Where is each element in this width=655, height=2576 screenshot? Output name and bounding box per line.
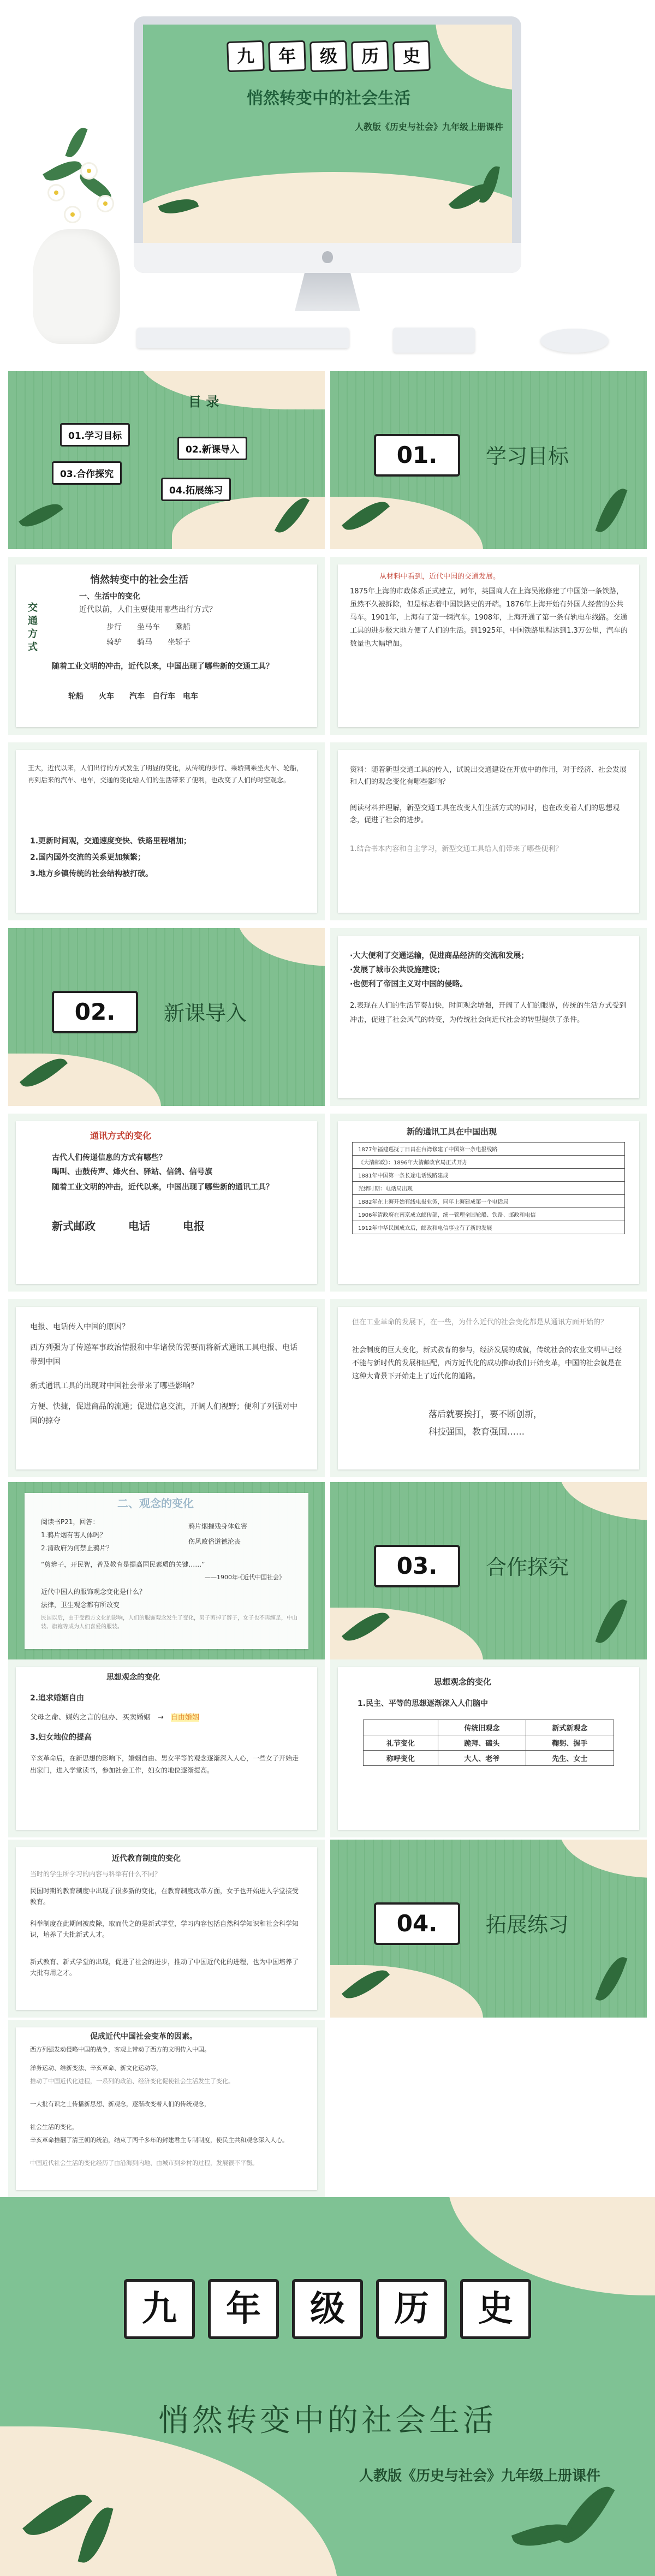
answer-text: 2.表现在人们的生活节奏加快，时间观念增强，开阔了人们的眼界，传统的生活方式受到冲击，促进了社会风气的转变，为传统社会向近代社会的转型提供了条件。 xyxy=(350,1002,627,1024)
timeline-row: 光绪时期：电话局出现 xyxy=(353,1182,625,1195)
question-text: 近代以前，人们主要使用哪些出行方式？ xyxy=(79,605,217,614)
question-text: 随着工业文明的冲击，近代以来，中国出现了哪些新的交通工具？ xyxy=(52,662,273,671)
slide-section-03 xyxy=(330,1482,647,1660)
slide-subtitle: 3.妇女地位的提高 xyxy=(30,1733,92,1742)
summary-item: 3.地方乡镇传统的社会结构被打破。 xyxy=(30,870,153,878)
table-header: 传统旧观念 xyxy=(438,1720,526,1735)
question-text: 1.鸦片烟有害人体吗？ xyxy=(41,1531,106,1539)
slide-education xyxy=(8,1840,325,2018)
slide-transport-material xyxy=(330,557,647,735)
closing-cover xyxy=(0,2197,655,2576)
word-row: 骑驴 骑马 坐轿子 xyxy=(106,638,190,647)
closing-subtitle: 悄然转变中的社会生活 xyxy=(158,2403,497,2438)
comparison-table xyxy=(363,1720,614,1766)
answer-item: ·发展了城市公共设施建设； xyxy=(350,966,445,974)
question-text: 新式通讯工具的出现对中国社会带来了哪些影响？ xyxy=(30,1382,198,1390)
timeline-row: 《大清邮政》：1896年大清邮政官局正式开办 xyxy=(353,1156,625,1169)
answer-item: ·也便利了帝国主义对中国的侵略。 xyxy=(350,980,468,989)
section-number: 02. xyxy=(52,991,138,1033)
table-cell: 大人、老爷 xyxy=(438,1751,526,1766)
hero-title xyxy=(195,41,462,72)
table-cell: 鞠躬、握手 xyxy=(526,1735,614,1751)
answer-text: 辛亥革命后，在新思想的影响下，婚姻自由、男女平等的观念逐渐深入人心，一些女子开始走出家门，进入学堂读书，参加社会工作，妇女的地位逐渐提高。 xyxy=(30,1754,299,1774)
question-text: 2.清政府为何禁止鸦片？ xyxy=(41,1544,113,1552)
timeline-row: 1882年在上海开始有线电报业务，同年上海建成第一个电话局 xyxy=(353,1195,625,1208)
answer-text: 民国时期的教育制度中出现了很多新的变化，在教育制度改革方面，女子也开始进入学堂接受教育。 xyxy=(30,1887,299,1906)
word-row: 轮船 火车 汽车 自行车 电车 xyxy=(68,692,198,701)
side-label: 交通方式 xyxy=(28,602,38,653)
list-item: 中国近代社会生活的变化经历了由沿海到内地、由城市到乡村的过程，发展很不平衡。 xyxy=(30,2159,258,2167)
answer-text: 伤风败俗道德沦丧 xyxy=(188,1538,241,1545)
question-text: 阅读书P21，回答： xyxy=(41,1518,99,1526)
table-cell: 称呼变化 xyxy=(364,1751,438,1766)
answer-text: 鸦片烟摧残身体危害 xyxy=(188,1522,248,1530)
section-number: 03. xyxy=(374,1545,460,1587)
material-heading: 从材料中看到，近代中国的交通发展。 xyxy=(379,573,501,581)
slide-subtitle: 一、生活中的变化 xyxy=(79,592,140,601)
material-text: 阅读材料并理解，新型交通工具在改变人们生活方式的同时，也在改变着人们的思想观念，促进了社会的进步。 xyxy=(350,804,620,824)
slide-toc xyxy=(8,371,325,549)
answer-text: 科举制度在此期间被废除，取而代之的是新式学堂，学习内容包括自然科学知识和社会科学知识，培养了大批新式人才。 xyxy=(30,1920,299,1938)
monitor-screen xyxy=(143,25,512,243)
slide-subtitle: 2.追求婚姻自由 xyxy=(30,1694,85,1703)
list-item: 辛亥革命推翻了清王朝的统治，结束了两千多年的封建君主专制制度，使民主共和观念深入人心。 xyxy=(30,2137,288,2144)
closing-title xyxy=(93,2279,562,2339)
timeline-row: 1881年中国第一条长途电话线路建成 xyxy=(353,1169,625,1182)
slide-title: 近代教育制度的变化 xyxy=(112,1854,181,1863)
toc-heading: 目 录 xyxy=(188,394,219,409)
title-char: 九 xyxy=(227,40,265,72)
trackpad-image xyxy=(393,328,475,353)
title-char: 史 xyxy=(460,2279,531,2339)
title-char: 级 xyxy=(309,40,348,72)
word-row: 新式邮政 电话 电报 xyxy=(52,1219,205,1233)
slide-title: 通讯方式的变化 xyxy=(90,1131,152,1141)
word-row: 步行 坐马车 乘船 xyxy=(106,623,190,632)
comparison-text: 父母之命、媒妁之言的包办、买卖婚姻 → 自由婚姻 xyxy=(30,1714,199,1722)
material-text: 1875年上海的市政体系正式建立，同年，英国商人在上海吴淞修建了中国第一条铁路，虽然不久被拆除，但是标志着中国铁路史的开端。1876年上海开始有外国人经营的公共马车。1901年，上海有了第一辆汽车。1908年，上海开通了第一条有轨电车线路。交通工具的进步极大地方便了人们的生活。到1925年，中国铁路里程达到1.3万公里，汽车的数量也大幅增加。 xyxy=(350,587,628,648)
flower-decoration xyxy=(66,207,80,222)
slide-section-01 xyxy=(330,371,647,549)
title-char: 历 xyxy=(376,2279,447,2339)
title-char: 级 xyxy=(292,2279,363,2339)
hero-subtitle: 悄然转变中的社会生活 xyxy=(247,89,410,108)
slide-communication xyxy=(8,1114,325,1292)
answer-text: 社会制度的巨大变化，新式教育的参与，经济发展的成就，传统社会的农业文明早已经不能与新时代的发展相匹配，西方近代化的成功推动我们开始变革，中国的社会就是在这种大背景下开始走上了近代化的道路。 xyxy=(352,1346,622,1381)
section-title: 学习目标 xyxy=(486,444,569,468)
slide-communication-reflection xyxy=(330,1299,647,1477)
list-item: 社会生活的变化， xyxy=(30,2123,78,2131)
list-item: 西方列强发动侵略中国的战争，客观上带动了西方的文明传入中国。 xyxy=(30,2046,210,2053)
slide-title: 新的通讯工具在中国出现 xyxy=(407,1127,497,1137)
question-text: 1.结合书本内容和自主学习，新型交通工具给人们带来了哪些便利？ xyxy=(350,845,563,853)
slide-factors xyxy=(8,2020,325,2198)
slide-section-02 xyxy=(8,928,325,1106)
summary-text: 王大，近代以来，人们出行的方式发生了明显的变化，从传统的步行、乘轿到乘坐火车、轮船，再到后来的汽车、电车，交通的变化给人们的生活带来了便利，也改变了人们的时空观念。 xyxy=(28,764,303,784)
slide-title: 二、观念的变化 xyxy=(117,1497,194,1510)
footnote-text: 民国以后，由于受西方文化的影响，人们的服饰观念发生了变化，男子剪掉了辫子，女子也不再缠足，中山装、旗袍等成为人们喜爱的服装。 xyxy=(41,1615,297,1630)
answer-text: 方便、快捷，促进商品的流通；促进信息交流，开阔人们视野；便利了列强对中国的掠夺 xyxy=(30,1402,297,1425)
timeline-row: 1906年清政府在南京成立邮传部，统一管理全国轮船、铁路、邮政和电信 xyxy=(353,1208,625,1221)
slide-transport-summary xyxy=(8,742,325,920)
leaf-decoration xyxy=(43,155,83,187)
slide-subtitle: 1.民主、平等的思想逐渐深入人们脑中 xyxy=(358,1699,489,1708)
list-item: 一大批有识之士传播新思想、新观念，逐渐改变着人们的传统观念， xyxy=(30,2101,210,2108)
list-item: 洋务运动、维新变法、辛亥革命、新文化运动等， xyxy=(30,2065,162,2072)
monitor-stand xyxy=(295,273,360,311)
conclusion-text: 落后就要挨打，要不断创新， xyxy=(428,1409,543,1419)
section-title: 合作探究 xyxy=(486,1555,569,1579)
question-text: 电报、电话传入中国的原因？ xyxy=(30,1323,129,1331)
section-number: 01. xyxy=(374,434,460,477)
question-text: 近代中国人的服饰观念变化是什么？ xyxy=(41,1588,146,1596)
apple-logo-icon xyxy=(322,251,333,263)
title-char: 年 xyxy=(208,2279,279,2339)
slide-title: 思想观念的变化 xyxy=(434,1677,492,1687)
timeline-row: 1912年中华民国成立后，邮政和电信事业有了新的发展 xyxy=(353,1221,625,1234)
flower-vase-image xyxy=(33,229,120,344)
title-char: 九 xyxy=(124,2279,195,2339)
slide-ideas-equality xyxy=(330,1659,647,1837)
section-title: 新课导入 xyxy=(164,1001,247,1025)
question-text: 古代人们传递信息的方式有哪些？ xyxy=(52,1153,166,1162)
slide-communication-reason xyxy=(8,1299,325,1477)
hero-section xyxy=(0,0,655,371)
timeline-table xyxy=(352,1142,625,1234)
timeline-row: 1877年福建巡抚丁日昌在台湾修建了中国第一条电报线路 xyxy=(353,1143,625,1156)
quote-text: “剪辫子，开民智，普及教育是提高国民素质的关键……” xyxy=(41,1561,205,1568)
flower-decoration xyxy=(98,197,112,211)
section-title: 拓展练习 xyxy=(486,1913,569,1937)
answer-item: ·大大便利了交通运输，促进商品经济的交流和发展； xyxy=(350,951,529,960)
quote-source: ——1900年·《近代中国社会》 xyxy=(205,1574,285,1581)
table-cell: 跪拜、磕头 xyxy=(438,1735,526,1751)
leaf-decoration xyxy=(65,125,87,160)
slide-transport xyxy=(8,557,325,735)
toc-item-3[interactable]: 03.合作探究 xyxy=(52,461,122,485)
slide-transport-answer xyxy=(330,928,647,1106)
list-item: 推动了中国近代化进程，一系列的政治、经济变化促使社会生活发生了变化。 xyxy=(30,2078,234,2085)
slide-section-04 xyxy=(330,1840,647,2018)
slide-title: 促成近代中国社会变革的因素。 xyxy=(90,2032,197,2041)
summary-item: 1.更新时间观，交通速度变快、铁路里程增加； xyxy=(30,837,192,846)
slide-ideas-marriage xyxy=(8,1659,325,1837)
material-text: 资料：随着新型交通工具的传入，试说出交通建设在开放中的作用，对于经济、社会发展和人们的观念变化有哪些影响？ xyxy=(350,766,627,786)
title-char: 史 xyxy=(392,40,431,72)
slide-title: 思想观念的变化 xyxy=(106,1673,160,1682)
question-text: 当时的学生所学习的内容与科举有什么不同？ xyxy=(30,1870,162,1878)
toc-item-4[interactable]: 04.拓展练习 xyxy=(161,478,231,501)
answer-text: 喝叫、击鼓传声、烽火台、驿站、信鸽、信号旗 xyxy=(52,1168,212,1176)
closing-publisher: 人教版《历史与社会》九年级上册课件 xyxy=(359,2468,600,2484)
question-text: 随着工业文明的冲击，近代以来，中国出现了哪些新的通讯工具？ xyxy=(52,1183,273,1192)
table-header xyxy=(364,1720,438,1735)
summary-item: 2.国内国外交流的关系更加频繁； xyxy=(30,853,146,862)
keyboard-image xyxy=(136,328,349,348)
question-text: 但在工业革命的发展下，在一些，为什么近代的社会变化都是从通讯方面开始的？ xyxy=(352,1318,608,1326)
mouse-image xyxy=(540,329,609,353)
toc-item-2[interactable]: 02.新课导入 xyxy=(177,437,247,460)
table-header: 新式新观念 xyxy=(526,1720,614,1735)
table-cell: 礼节变化 xyxy=(364,1735,438,1751)
slide-communication-timeline xyxy=(330,1114,647,1292)
section-number: 04. xyxy=(374,1902,460,1945)
title-char: 年 xyxy=(268,40,306,72)
flower-decoration xyxy=(82,164,96,178)
slide-ideas xyxy=(8,1482,325,1660)
title-char: 历 xyxy=(351,40,389,72)
answer-text: 西方列强为了传递军事政治情报和中华诸侯的需要而将新式通讯工具电报、电话带到中国 xyxy=(30,1343,297,1366)
answer-text: 法律，卫生观念都有所改变 xyxy=(41,1601,120,1609)
hero-publisher: 人教版《历史与社会》九年级上册课件 xyxy=(354,122,503,132)
slide-title: 悄然转变中的社会生活 xyxy=(90,574,188,586)
flower-decoration xyxy=(49,186,63,200)
answer-text: 新式教育、新式学堂的出现，促进了社会的进步，推动了中国近代化的进程，也为中国培养了大批有用之才。 xyxy=(30,1958,299,1977)
table-cell: 先生、女士 xyxy=(526,1751,614,1766)
conclusion-text: 科技强国，教育强国…… xyxy=(428,1426,525,1437)
slide-transport-question xyxy=(330,742,647,920)
toc-item-1[interactable]: 01.学习目标 xyxy=(60,423,130,447)
